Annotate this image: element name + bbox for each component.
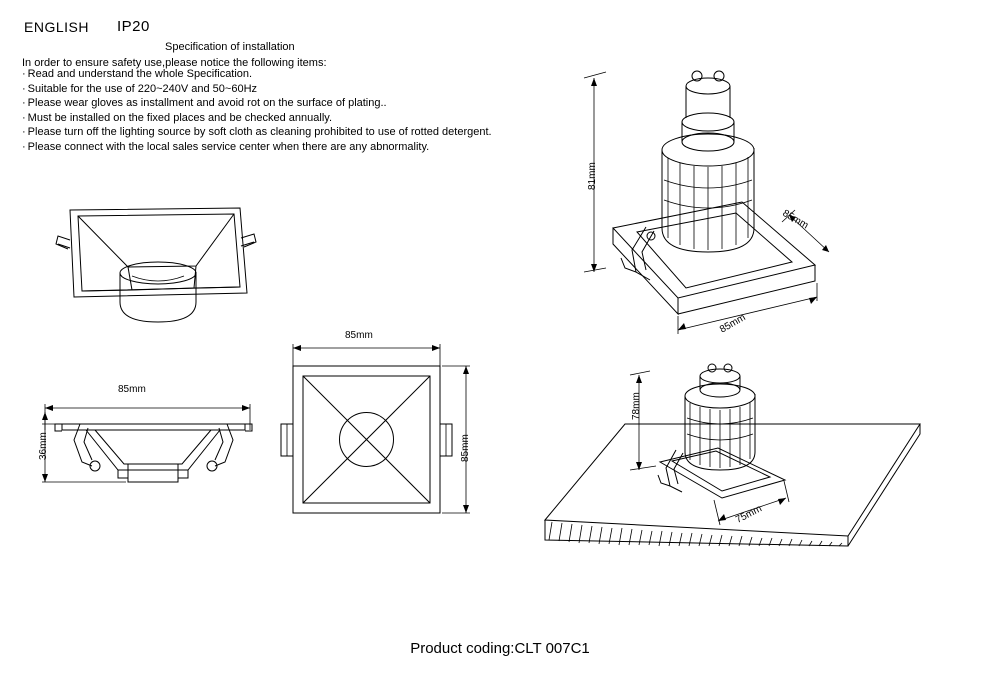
dim-ceiling-height: 78mm <box>631 392 642 420</box>
ip-rating-label: IP20 <box>117 18 150 35</box>
top-view <box>281 344 470 513</box>
language-label: ENGLISH <box>24 19 89 35</box>
dim-top-width: 85mm <box>345 330 373 341</box>
assembly-isometric-view <box>584 71 829 334</box>
side-section-view <box>42 404 252 482</box>
list-item: · Please turn off the lighting source by soft cloth as cleaning prohibited to use of rotted detergent. <box>22 125 492 140</box>
specification-intro: In order to ensure safety use,please notice the following items: <box>22 57 327 69</box>
product-coding: Product coding:CLT 007C1 <box>410 640 590 657</box>
list-item: · Please connect with the local sales service center when there are any abnormality. <box>22 140 492 155</box>
dim-ceiling-width: 75mm <box>734 503 764 526</box>
dim-assembly-width: 85mm <box>718 312 748 336</box>
dim-assembly-height: 81mm <box>587 162 598 190</box>
list-item: · Read and understand the whole Specification. <box>22 67 492 82</box>
dim-side-height: 36mm <box>38 432 49 460</box>
dim-side-width: 85mm <box>118 384 146 395</box>
dim-top-height: 85mm <box>460 434 471 462</box>
list-item: · Suitable for the use of 220~240V and 50~60Hz <box>22 82 492 97</box>
specification-title: Specification of installation <box>165 41 295 53</box>
dim-assembly-depth: 85mm <box>780 208 811 232</box>
isometric-fixture-view <box>56 208 256 322</box>
ceiling-mount-view <box>545 364 920 546</box>
list-item: · Please wear gloves as installment and avoid rot on the surface of plating.. <box>22 96 492 111</box>
list-item: · Must be installed on the fixed places and be checked annually. <box>22 111 492 126</box>
